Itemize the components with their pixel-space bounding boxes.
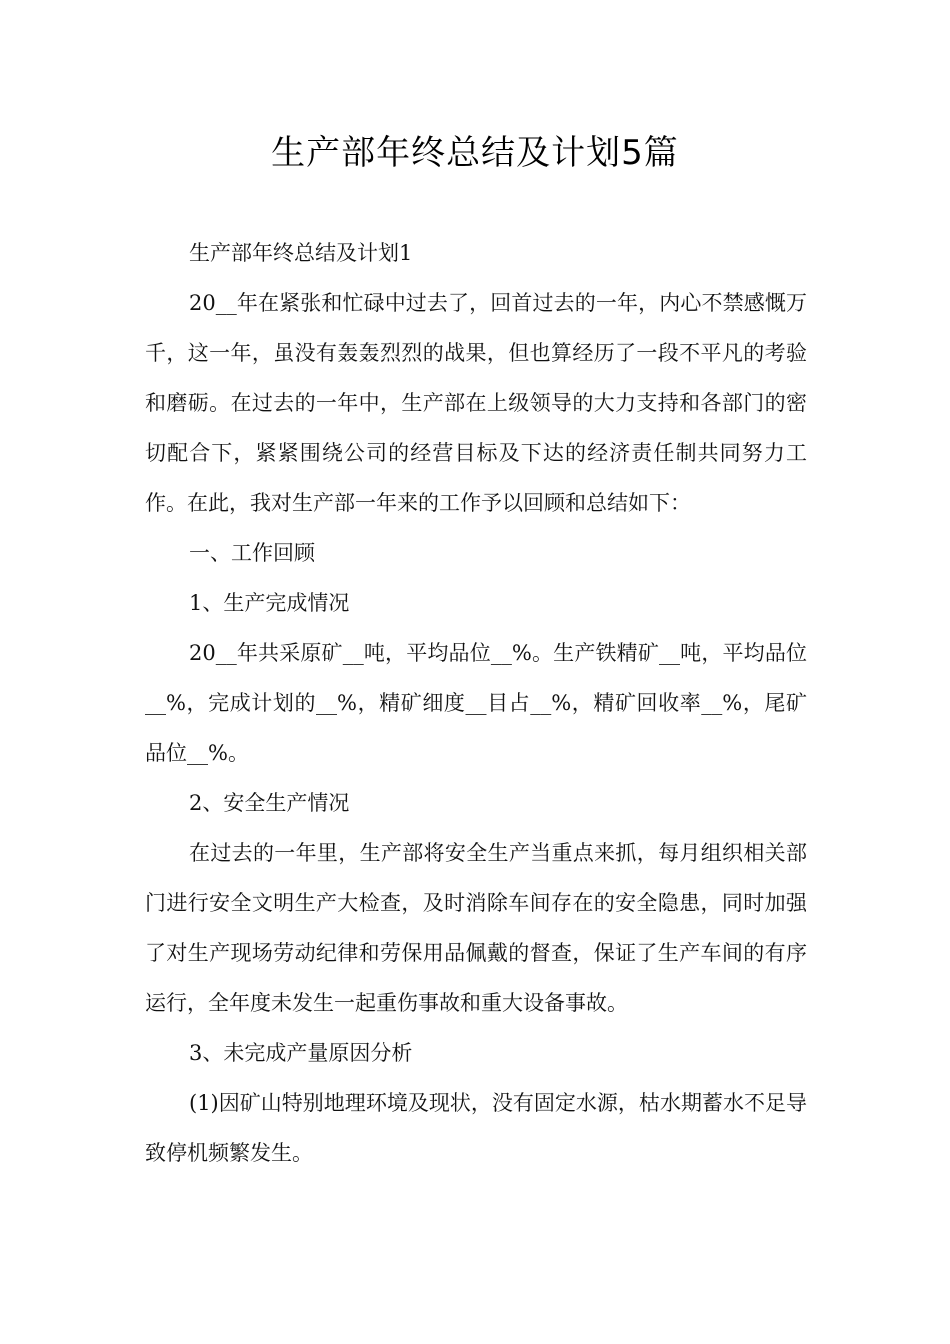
subheading-safety-production: 2、安全生产情况	[189, 791, 350, 815]
document-body	[145, 228, 807, 1178]
shortfall-reason-1: (1)因矿山特别地理环境及现状，没有固定水源，枯水期蓄水不足导致停机频繁发生。	[145, 1091, 807, 1165]
safety-paragraph: 在过去的一年里，生产部将安全生产当重点来抓，每月组织相关部门进行安全文明生产大检查，及时消除车间存在的安全隐患，同时加强了对生产现场劳动纪律和劳保用品佩戴的督查，保证了生产车间的有序运行，全年度未发生一起重伤事故和重大设备事故。	[145, 841, 807, 1015]
intro-paragraph: 20__年在紧张和忙碌中过去了，回首过去的一年，内心不禁感慨万千，这一年，虽没有轰轰烈烈的战果，但也算经历了一段不平凡的考验和磨砺。在过去的一年中，生产部在上级领导的大力支持和各部门的密切配合下，紧紧围绕公司的经营目标及下达的经济责任制共同努力工作。在此，我对生产部一年来的工作予以回顾和总结如下：	[145, 291, 807, 515]
section-heading-work-review: 一、工作回顾	[189, 541, 315, 565]
section-heading-plan-1: 生产部年终总结及计划1	[189, 241, 413, 265]
subheading-shortfall-analysis: 3、未完成产量原因分析	[189, 1041, 413, 1065]
production-figures-paragraph: 20__年共采原矿__吨，平均品位__%。生产铁精矿__吨，平均品位__%，完成计划的__%，精矿细度__目占__%，精矿回收率__%，尾矿品位__%。	[145, 641, 807, 765]
subheading-production-completion: 1、生产完成情况	[189, 591, 350, 615]
document-title: 生产部年终总结及计划5篇	[271, 133, 679, 173]
